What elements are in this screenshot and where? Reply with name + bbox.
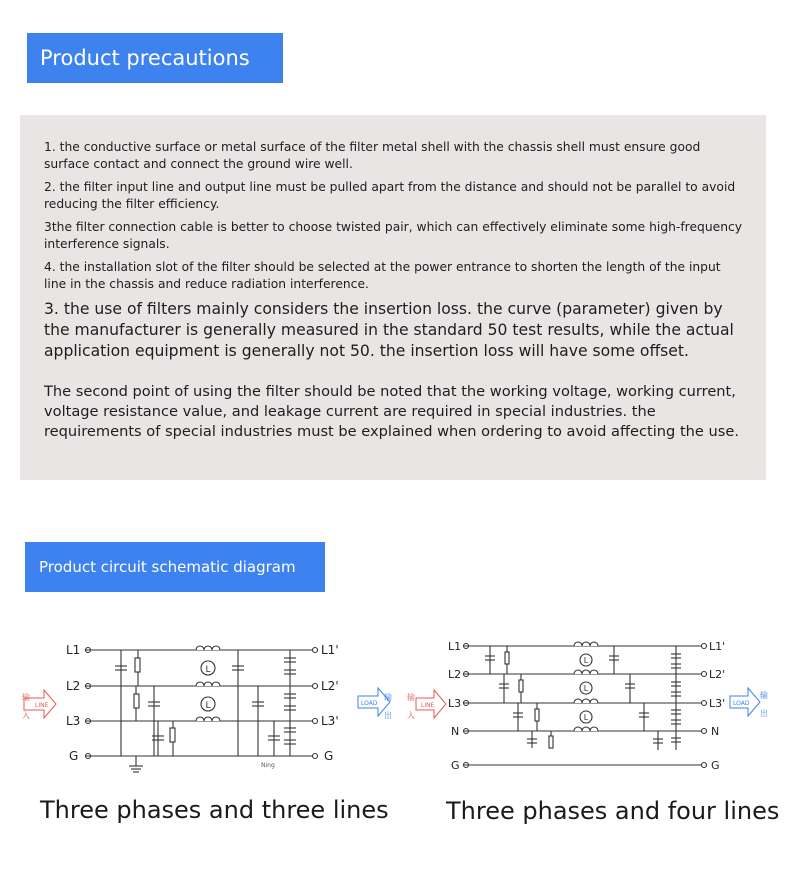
input-label-l2: L2 (448, 668, 462, 681)
watermark: Ning (261, 762, 275, 769)
load-tag: LOAD (733, 700, 750, 707)
output-label-l3: L3' (321, 714, 339, 728)
input-label-g: G (69, 749, 79, 763)
precaution-paragraph-special-industries: The second point of using the filter should be noted that the working voltage, working current, voltage resistance value, and leakage current are required in special industries. the requirements of special industries must be explained when ordering to avoid affecting the use. (44, 383, 740, 440)
precautions-title: Product precautions (40, 46, 250, 70)
schematic-title-banner (25, 542, 325, 592)
precaution-item-4: 4. the installation slot of the filter should be selected at the power entrance to shorten the length of the input line in the chassis and reduce radiation interference. (44, 260, 721, 291)
inductor-tag: L (205, 665, 211, 675)
load-output-arrow (358, 688, 392, 720)
input-label-l1: L1 (66, 643, 81, 657)
input-cn-1: 输 (22, 693, 30, 702)
output-label-n: N (711, 725, 720, 738)
precautions-panel (20, 115, 766, 480)
input-label-l2: L2 (66, 679, 81, 693)
output-cn-2: 出 (384, 711, 392, 720)
input-label-l3: L3 (66, 714, 81, 728)
output-cn-1: 输 (384, 693, 392, 702)
caption-three-phase-four-line: Three phases and four lines (446, 797, 780, 825)
input-label-g: G (451, 759, 460, 772)
input-label-l1: L1 (448, 640, 462, 653)
line-tag: LINE (421, 702, 435, 709)
precaution-paragraph-insertion-loss: 3. the use of filters mainly considers the insertion loss. the curve (parameter) given by the manufacturer is generally measured in the standard 50 test results, while the actual application equipment is generally not 50. the insertion loss will have some offset. (44, 300, 734, 360)
line-tag: LINE (35, 702, 49, 709)
line-input-arrow (407, 690, 446, 720)
inductor-tag: L (583, 656, 589, 665)
output-label-l1: L1' (709, 640, 726, 653)
inductor-tag: L (583, 713, 589, 722)
three-phase-four-line-diagram (404, 628, 786, 778)
input-cn-2: 入 (407, 711, 415, 720)
output-label-g: G (711, 759, 720, 772)
caption-three-phase-three-line: Three phases and three lines (40, 796, 389, 824)
input-cn-1: 输 (407, 693, 415, 702)
output-label-l2: L2' (709, 668, 726, 681)
schematic-title: Product circuit schematic diagram (39, 558, 296, 576)
inductor-tag: L (583, 684, 589, 693)
inductor-tag: L (205, 701, 211, 711)
precaution-item-1: 1. the conductive surface or metal surface of the filter metal shell with the chassis shell must ensure good surface contact and connect the ground wire well. (44, 140, 701, 171)
line-input-arrow (22, 690, 56, 720)
input-cn-2: 入 (22, 711, 30, 720)
precaution-item-2: 2. the filter input line and output line must be pulled apart from the distance and should not be parallel to avoid reducing the filter efficiency. (44, 180, 736, 211)
output-label-g: G (324, 749, 334, 763)
output-label-l3: L3' (709, 697, 726, 710)
input-label-n: N (451, 725, 460, 738)
output-label-l1: L1' (321, 643, 339, 657)
input-label-l3: L3 (448, 697, 462, 710)
three-phase-three-line-diagram (18, 632, 398, 780)
precautions-title-banner (27, 33, 283, 83)
output-cn-2: 出 (760, 709, 768, 718)
precaution-item-3: 3the filter connection cable is better to choose twisted pair, which can effectively eliminate some high-frequency interference signals. (44, 220, 743, 251)
output-cn-1: 输 (760, 691, 768, 700)
load-output-arrow (730, 688, 768, 718)
load-tag: LOAD (361, 700, 378, 707)
output-label-l2: L2' (321, 679, 339, 693)
